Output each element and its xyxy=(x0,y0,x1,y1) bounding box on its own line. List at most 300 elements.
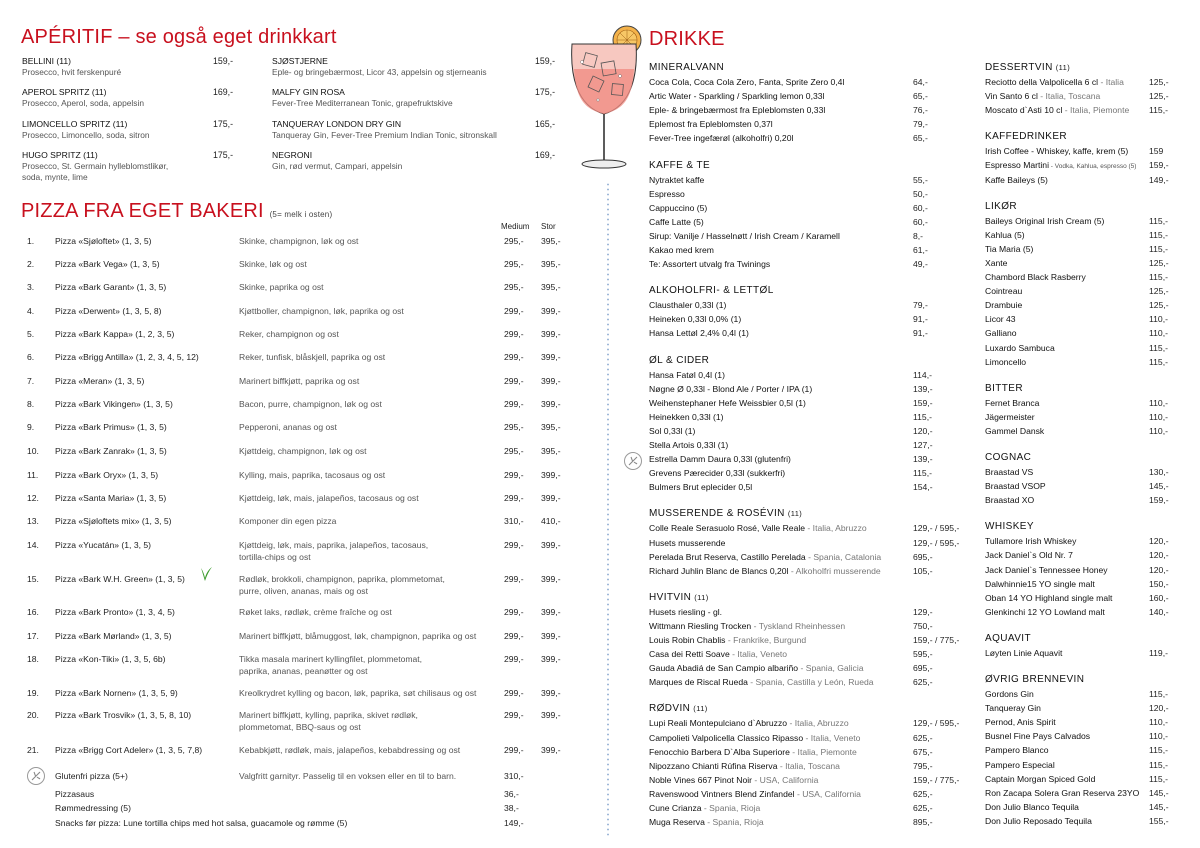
pizza-price-medium: 299,- xyxy=(504,376,524,386)
aperitif-item xyxy=(272,87,512,109)
drink-item-origin: - Spania, Castilla y León, Rueda xyxy=(747,677,874,688)
drink-item xyxy=(985,774,1095,784)
drink-item-price: 125,- xyxy=(1149,286,1169,297)
drink-item-price: 61,- xyxy=(913,245,928,255)
pizza-name: Pizza «Bark Zanrak» (1, 3, 5) xyxy=(55,446,167,456)
drink-item-origin: - USA, California xyxy=(794,788,861,799)
drink-item-name: Lupi Reali Montepulciano d`Abruzzo xyxy=(649,718,788,729)
pizza-price-stor: 395,- xyxy=(541,282,561,292)
aperitif-item xyxy=(272,150,512,172)
drink-item-price: 115,- xyxy=(1149,272,1168,282)
drink-item-origin: - Spania, Rioja xyxy=(704,817,764,828)
drink-item xyxy=(985,412,1035,422)
drink-item-price: 675,- xyxy=(913,746,933,757)
drink-item-price: 115,- xyxy=(1149,342,1168,353)
drink-section-title-text: AQUAVIT xyxy=(985,632,1031,644)
drink-item xyxy=(649,817,764,827)
drink-item xyxy=(649,412,724,422)
pizza-price-medium: 299,- xyxy=(504,540,524,550)
drink-item xyxy=(649,775,818,785)
drink-item xyxy=(649,300,726,310)
drink-section-title-text: KAFFEDRINKER xyxy=(985,131,1068,143)
pizza-desc: Kjøttdeig, løk, mais, jalapeños, tacosaus og ost xyxy=(239,493,419,503)
drink-item-origin: - USA, California xyxy=(752,774,819,785)
aperitif-item-price: 169,- xyxy=(213,87,234,97)
drink-item-name: Tia Maria (5) xyxy=(985,243,1034,254)
drink-item-name: Casa dei Retti Soave xyxy=(649,649,730,660)
drink-item xyxy=(985,258,1007,268)
drink-item-price: 129,- / 595,- xyxy=(913,718,960,729)
drink-item-name: Pampero Especial xyxy=(985,759,1055,770)
pizza-number: 19. xyxy=(27,688,39,698)
drink-item xyxy=(985,160,1136,170)
drink-item xyxy=(985,648,1062,658)
drink-item-price: 115,- xyxy=(1149,689,1168,699)
drink-item xyxy=(649,663,864,673)
drink-item-price: 125,- xyxy=(1149,77,1169,87)
pizza-price-stor: 399,- xyxy=(541,688,561,698)
pizza-number: 15. xyxy=(27,574,39,584)
pizza-price-medium: 295,- xyxy=(504,422,524,432)
drink-item-name: Wittmann Riesling Trocken xyxy=(649,620,752,631)
drink-item xyxy=(985,607,1105,617)
drink-item-origin: - Alkoholfri musserende xyxy=(788,565,881,576)
drink-item-price: 60,- xyxy=(913,202,928,213)
drink-item-name: Kakao med krem xyxy=(649,245,714,255)
drink-item-price: 110,- xyxy=(1149,328,1168,339)
drink-item-name: Eple- & bringebærmost fra Epleblomsten 0,33l xyxy=(649,105,826,116)
drink-item xyxy=(649,761,840,771)
pizza-number: 3. xyxy=(27,282,35,292)
drink-item-price: 8,- xyxy=(913,230,924,241)
drink-item-price: 91,- xyxy=(913,328,928,339)
drink-item xyxy=(985,314,1016,324)
drink-section-title xyxy=(985,674,1084,685)
aperitif-item-name: TANQUERAY LONDON DRY GIN xyxy=(272,119,402,129)
drink-item-name: Coca Cola, Coca Cola Zero, Fanta, Sprite Zero 0,4l xyxy=(649,77,845,87)
pizza-price-medium: 299,- xyxy=(504,710,524,720)
drink-item xyxy=(985,536,1076,546)
drink-item-name: Pernod, Anis Spirit xyxy=(985,717,1056,728)
drink-item xyxy=(985,816,1092,826)
pizza-desc: Marinert biffkjøtt, kylling, paprika, skivet rødløk, plommetomat, BBQ-saus og ost xyxy=(239,710,418,732)
pizza-price-stor: 399,- xyxy=(541,329,561,339)
drink-item xyxy=(649,203,707,213)
pizza-desc: Skinke, løk og ost xyxy=(239,259,307,269)
pizza-name: Pizza «Bark W.H. Green» (1, 3, 5) xyxy=(55,574,185,584)
drink-item-origin: - Spania, Galicia xyxy=(798,663,864,674)
drink-item-name: Jägermeister xyxy=(985,411,1035,422)
drink-item-name: Reciotto della Valpolicella 6 cl xyxy=(985,77,1099,87)
drink-item xyxy=(985,717,1056,727)
drink-item-price: 159,- xyxy=(913,397,933,408)
drink-item-name: Louis Robin Chablis xyxy=(649,635,726,645)
aperitif-item-desc: Prosecco, Limoncello, soda, sitron xyxy=(22,130,150,140)
pizza-name: Pizza «Brigg Cort Adeler» (1, 3, 5, 7,8) xyxy=(55,745,203,755)
drink-item-price: 140,- xyxy=(1149,606,1169,617)
aperitif-item-desc: Eple- og bringebærmost, Licor 43, appelsin og stjerneanis xyxy=(272,67,487,77)
drink-item-price: 795,- xyxy=(913,760,933,771)
drink-item-name: Grevens Pærecider 0,33l (sukkerfri) xyxy=(649,468,786,479)
drink-item-price: 65,- xyxy=(913,91,928,102)
drink-item-price: 115,- xyxy=(913,411,932,422)
drink-section-title-text: MINERALVANN xyxy=(649,62,725,73)
pizza-number: 1. xyxy=(27,236,35,246)
drink-item-name: Weihenstephaner Hefe Weissbier 0,5l (1) xyxy=(649,397,806,408)
drink-item-name: Moscato d`Asti 10 cl xyxy=(985,105,1063,116)
pizza-number: 18. xyxy=(27,654,39,664)
drink-section-title xyxy=(985,452,1031,463)
drink-item-name: Ravenswood Vintners Blend Zinfandel xyxy=(649,788,795,799)
drink-item-price: 115,- xyxy=(1149,229,1168,240)
pizza-extra-name: Rømmedressing (5) xyxy=(55,803,131,813)
drink-item-price: 129,- / 595,- xyxy=(913,537,960,548)
drink-item-price: 76,- xyxy=(913,105,928,116)
pizza-number: 4. xyxy=(27,306,35,316)
drink-item xyxy=(649,468,785,478)
drink-item-name: Stella Artois 0,33l (1) xyxy=(649,440,729,450)
drink-item-name: Marques de Riscal Rueda xyxy=(649,677,748,688)
drink-item-name: Chambord Black Rasberry xyxy=(985,272,1086,282)
pizza-number: 13. xyxy=(27,516,39,526)
drink-item xyxy=(985,343,1055,353)
pizza-number: 21. xyxy=(27,745,39,755)
drink-item-origin: - Italia, Piemonte xyxy=(1062,105,1130,116)
drink-section-title-text: ØL & CIDER xyxy=(649,354,710,366)
pizza-desc: Marinert biffkjøtt, paprika og ost xyxy=(239,376,360,386)
drink-item-price: 625,- xyxy=(913,788,933,799)
drink-item-name: Don Julio Reposado Tequila xyxy=(985,815,1092,826)
pizza-number: 9. xyxy=(27,422,35,432)
pizza-desc: Komponer din egen pizza xyxy=(239,516,337,526)
drink-item xyxy=(649,370,725,380)
pizza-price-medium: 299,- xyxy=(504,306,524,316)
drink-item xyxy=(649,314,741,324)
pizza-price-stor: 399,- xyxy=(541,352,561,362)
drink-item-price: 120,- xyxy=(1149,564,1169,575)
pizza-name: Pizza «Brigg Antilla» (1, 2, 3, 4, 5, 12) xyxy=(55,352,199,362)
drink-item-name: Espresso Martini xyxy=(985,160,1049,171)
drink-section-title xyxy=(649,355,709,366)
drink-item-price: 115,- xyxy=(1149,356,1168,367)
drink-item-price: 55,- xyxy=(913,174,928,185)
drink-item-origin: - Spania, Catalonia xyxy=(805,551,882,562)
pizza-name: Pizza «Santa Maria» (1, 3, 5) xyxy=(55,493,167,503)
drink-item-name: Gammel Dansk xyxy=(985,425,1045,436)
drink-item-price: 625,- xyxy=(913,732,933,743)
drink-item-name: Hansa Fatøl 0,4l (1) xyxy=(649,369,725,380)
drink-item xyxy=(649,328,749,338)
pizza-price-stor: 399,- xyxy=(541,399,561,409)
pizza-name: Pizza «Bark Pronto» (1, 3, 4, 5) xyxy=(55,607,175,617)
pizza-price-medium: 299,- xyxy=(504,607,524,617)
drink-item-name: Artic Water - Sparkling / Sparkling lemon 0,33l xyxy=(649,91,825,102)
drink-item-name: Løyten Linie Aquavit xyxy=(985,647,1063,658)
drink-item xyxy=(649,398,806,408)
drink-item-name: Espresso xyxy=(649,188,685,199)
pizza-desc: Reker, champignon og ost xyxy=(239,329,339,339)
pizza-price-stor: 399,- xyxy=(541,710,561,720)
drink-item-price: 160,- xyxy=(1149,592,1169,603)
pizza-title xyxy=(21,200,332,223)
drink-section-title xyxy=(985,383,1023,394)
pizza-price-stor: 399,- xyxy=(541,376,561,386)
drink-item-price: 120,- xyxy=(1149,703,1169,714)
drink-item-name: Colle Reale Serasuolo Rosé, Valle Reale xyxy=(649,523,806,534)
drink-item xyxy=(649,566,881,576)
drink-section-tag: (11) xyxy=(1055,63,1071,72)
drink-item-name: Don Julio Blanco Tequila xyxy=(985,801,1079,812)
drink-item-price: 695,- xyxy=(913,551,933,562)
drink-item-origin: - Italia, Veneto xyxy=(803,732,861,743)
drink-item-price: 105,- xyxy=(913,565,933,576)
pizza-extra-price: 149,- xyxy=(504,818,524,828)
drink-item-price: 65,- xyxy=(913,133,928,144)
drink-item-origin: - Italia, Abruzzo xyxy=(787,718,849,729)
pizza-price-stor: 399,- xyxy=(541,306,561,316)
drink-section-title xyxy=(985,62,1070,73)
drink-item xyxy=(649,677,874,687)
pizza-desc: Skinke, paprika og ost xyxy=(239,282,324,292)
pizza-price-medium: 295,- xyxy=(504,446,524,456)
drink-item-name: Richard Juhlin Blanc de Blancs 0,20l xyxy=(649,565,789,576)
pizza-number: 2. xyxy=(27,259,35,269)
pizza-name: Pizza «Yucatán» (1, 3, 5) xyxy=(55,540,152,550)
drink-item-name: Nøgne Ø 0,33l - Blond Ale / Porter / IPA (1) xyxy=(649,383,813,394)
drink-item-name: Braastad VS xyxy=(985,467,1034,477)
drink-item-name: Cointreau xyxy=(985,286,1023,297)
aperitif-item-price: 159,- xyxy=(535,56,556,66)
drink-item-price: 895,- xyxy=(913,817,933,828)
drink-item-price: 115,- xyxy=(1149,773,1168,784)
drink-item-price: 110,- xyxy=(1149,731,1168,742)
gluten-free-icon xyxy=(27,767,45,785)
drink-item-name: Licor 43 xyxy=(985,314,1016,325)
drink-item xyxy=(649,482,752,492)
aperitif-item-desc: Prosecco, hvit ferskenpuré xyxy=(22,67,122,77)
cocktail-glass-illustration xyxy=(562,14,648,170)
drink-item xyxy=(649,635,806,645)
vegetarian-leaf-icon xyxy=(199,566,213,584)
pizza-name: Pizza «Bark Vega» (1, 3, 5) xyxy=(55,259,160,269)
drink-item-name: Perelada Brut Reserva, Castillo Perelada xyxy=(649,551,806,562)
aperitif-item-desc: Fever-Tree Mediterranean Tonic, grapefruktskive xyxy=(272,98,453,108)
drink-item-price: 50,- xyxy=(913,188,928,199)
drink-item xyxy=(649,189,685,199)
drink-item xyxy=(985,146,1128,156)
drink-section-title xyxy=(649,592,709,603)
drink-item-name: Busnel Fine Pays Calvados xyxy=(985,731,1091,742)
pizza-price-stor: 395,- xyxy=(541,236,561,246)
drink-section-title xyxy=(985,131,1067,142)
drink-item xyxy=(985,286,1022,296)
aperitif-item-name: SJØSTJERNE xyxy=(272,56,328,66)
pizza-price-medium: 299,- xyxy=(504,654,524,664)
aperitif-item-name: MALFY GIN ROSA xyxy=(272,87,345,97)
pizza-name: Pizza «Meran» (1, 3, 5) xyxy=(55,376,145,386)
pizza-extra-name: Glutenfri pizza (5+) xyxy=(55,771,128,781)
drink-item xyxy=(649,552,881,562)
drink-item xyxy=(649,133,793,143)
pizza-price-medium: 295,- xyxy=(504,259,524,269)
drink-item xyxy=(649,217,704,227)
pizza-title-text: PIZZA FRA EGET BAKERI xyxy=(21,200,264,222)
drink-item-price: 49,- xyxy=(913,259,928,270)
pizza-desc: Kebabkjøtt, rødløk, mais, jalapeños, kebabdressing og ost xyxy=(239,745,461,755)
drink-item xyxy=(649,91,824,101)
aperitif-item xyxy=(272,56,512,78)
drink-item-price: 120,- xyxy=(1149,550,1169,561)
pizza-price-stor: 399,- xyxy=(541,631,561,641)
drink-item-price: 159,- / 775,- xyxy=(913,635,960,645)
drink-item-price: 119,- xyxy=(1149,647,1168,658)
drink-item-name: Luxardo Sambuca xyxy=(985,342,1055,353)
pizza-price-medium: 295,- xyxy=(504,282,524,292)
drink-item-price: 129,- xyxy=(913,606,933,617)
pizza-price-medium: 299,- xyxy=(504,352,524,362)
pizza-price-stor: 399,- xyxy=(541,574,561,584)
drink-item-name: Kahlua (5) xyxy=(985,229,1025,240)
pizza-extra-name: Snacks før pizza: Lune tortilla chips med hot salsa, guacamole og rømme (5) xyxy=(55,818,348,828)
drink-item-price: 120,- xyxy=(913,425,933,436)
pizza-price-stor: 399,- xyxy=(541,540,561,550)
drink-item xyxy=(649,733,860,743)
drink-item-name: Kaffe Baileys (5) xyxy=(985,174,1048,185)
pizza-extra-price: 36,- xyxy=(504,789,519,799)
drink-section-title xyxy=(649,703,708,714)
drink-section-tag: (11) xyxy=(693,704,708,714)
drink-section-title-text: BITTER xyxy=(985,382,1023,394)
pizza-name: Pizza «Bark Mørland» (1, 3, 5) xyxy=(55,631,172,641)
drink-item-price: 110,- xyxy=(1149,425,1168,436)
drink-item-name: Gordons Gin xyxy=(985,689,1034,699)
pizza-name: Pizza «Bark Trosvik» (1, 3, 5, 8, 10) xyxy=(55,710,192,720)
drink-item-name: Pampero Blanco xyxy=(985,745,1049,756)
pizza-name: Pizza «Bark Vikingen» (1, 3, 5) xyxy=(55,399,173,409)
drink-item-price: 595,- xyxy=(913,649,933,660)
aperitif-item-name: HUGO SPRITZ (11) xyxy=(22,150,98,160)
aperitif-item-name: BELLINI (11) xyxy=(22,56,72,66)
pizza-desc: Kjøttdeig, champignon, løk og ost xyxy=(239,446,367,456)
drink-item xyxy=(985,703,1041,713)
drink-item-price: 150,- xyxy=(1149,578,1169,589)
aperitif-item-price: 165,- xyxy=(535,119,556,129)
drink-item xyxy=(649,384,812,394)
pizza-desc: Kjøttdeig, løk, mais, paprika, jalapeños, tacosaus, tortilla-chips og ost xyxy=(239,540,429,562)
drink-item-name: Tullamore Irish Whiskey xyxy=(985,536,1077,547)
pizza-number: 5. xyxy=(27,329,35,339)
drink-item-name: Sol 0,33l (1) xyxy=(649,425,696,436)
pizza-price-medium: 299,- xyxy=(504,631,524,641)
drink-item-name: Muga Reserva xyxy=(649,817,705,828)
drink-item xyxy=(649,789,861,799)
drink-item-name: Drambuie xyxy=(985,300,1023,311)
pizza-name: Pizza «Bark Garant» (1, 3, 5) xyxy=(55,282,167,292)
drink-item xyxy=(649,803,760,813)
drink-item-price: 110,- xyxy=(1149,717,1168,728)
drink-item-name: Fernet Branca xyxy=(985,397,1040,408)
drink-item-price: 115,- xyxy=(1149,105,1168,116)
pizza-name: Pizza «Bark Kappa» (1, 2, 3, 5) xyxy=(55,329,175,339)
drink-item-origin: - Italia, Abruzzo xyxy=(805,523,867,534)
pizza-number: 11. xyxy=(27,470,39,480)
drink-item xyxy=(985,495,1034,505)
drink-item-price: 625,- xyxy=(913,803,933,813)
pizza-name: Pizza «Bark Primus» (1, 3, 5) xyxy=(55,422,167,432)
drink-item xyxy=(985,731,1090,741)
aperitif-item-price: 175,- xyxy=(213,119,234,129)
drink-item-origin: - Italia xyxy=(1098,77,1124,87)
drink-section-title-text: DESSERTVIN xyxy=(985,62,1053,73)
pizza-desc: Tikka masala marinert kyllingfilet, plommetomat, paprika, ananas, peanøtter og ost xyxy=(239,654,423,676)
drink-item-origin: - Tyskland Rheinhessen xyxy=(751,620,846,631)
drink-item xyxy=(649,454,791,464)
drink-item xyxy=(985,357,1026,367)
pizza-price-stor: 395,- xyxy=(541,446,561,456)
aperitif-item-price: 175,- xyxy=(535,87,556,97)
drink-section-title-text: COGNAC xyxy=(985,452,1032,463)
drink-item xyxy=(985,300,1022,310)
drink-item-price: 159,- xyxy=(1149,495,1169,506)
pizza-desc: Kylling, mais, paprika, tacosaus og ost xyxy=(239,470,386,480)
drink-item-price: 110,- xyxy=(1149,411,1168,422)
drink-item-name: Eplemost fra Epleblomsten 0,37l xyxy=(649,119,773,130)
drink-item-name: Braastad VSOP xyxy=(985,481,1046,492)
pizza-price-stor: 399,- xyxy=(541,654,561,664)
drink-item-price: 127,- xyxy=(913,440,933,450)
aperitif-item-desc: Gin, rød vermut, Campari, appelsin xyxy=(272,161,403,171)
aperitif-item xyxy=(272,119,512,141)
drink-item-name: Te: Assortert utvalg fra Twinings xyxy=(649,259,771,270)
drink-item-price: 145,- xyxy=(1149,481,1169,492)
aperitif-item-price: 159,- xyxy=(213,56,234,66)
drink-item xyxy=(985,788,1139,798)
pizza-number: 17. xyxy=(27,631,39,641)
drink-item xyxy=(649,77,844,87)
drink-item-price: 159 xyxy=(1149,146,1164,157)
pizza-price-medium: 299,- xyxy=(504,399,524,409)
pizza-price-stor: 410,- xyxy=(541,516,561,526)
drink-section-title-text: MUSSERENDE & ROSÉVIN xyxy=(649,508,785,520)
drink-item-origin: - Italia, Veneto xyxy=(729,649,788,660)
col-medium-header: Medium xyxy=(501,222,530,231)
drink-item-price: 115,- xyxy=(1149,745,1168,756)
drink-section-title-text: HVITVIN xyxy=(649,591,692,603)
drink-item-price: 110,- xyxy=(1149,314,1168,325)
drink-item-name: Jack Daniel`s Tennessee Honey xyxy=(985,564,1108,575)
drink-item-name: Hansa Lettøl 2,4% 0,4l (1) xyxy=(649,328,749,339)
drink-item-price: 79,- xyxy=(913,300,928,311)
drink-item-price: 120,- xyxy=(1149,536,1169,547)
gluten-free-icon xyxy=(624,452,642,470)
pizza-number: 14. xyxy=(27,540,39,550)
drink-item-name: Campolieti Valpolicella Classico Ripasso xyxy=(649,732,804,743)
drink-section-title-text: ØVRIG BRENNEVIN xyxy=(985,674,1085,685)
pizza-number: 6. xyxy=(27,352,35,362)
drink-item-origin: - Frankrike, Burgund xyxy=(725,635,807,645)
pizza-name: Pizza «Bark Nornen» (1, 3, 5, 9) xyxy=(55,688,178,698)
drink-item xyxy=(985,272,1086,282)
pizza-price-stor: 399,- xyxy=(541,607,561,617)
drink-item xyxy=(649,105,825,115)
pizza-name: Pizza «Kon-Tiki» (1, 3, 5, 6b) xyxy=(55,654,166,664)
pizza-price-medium: 299,- xyxy=(504,574,524,584)
pizza-desc: Kreolkrydret kylling og bacon, løk, paprika, søt chilisaus og ost xyxy=(239,688,477,698)
pizza-extra-name: Pizzasaus xyxy=(55,789,95,799)
pizza-name: Pizza «Bark Oryx» (1, 3, 5) xyxy=(55,470,159,480)
pizza-extra-desc: Valgfritt garnityr. Passelig til en voksen eller en til to barn. xyxy=(239,771,457,781)
drink-item-price: 154,- xyxy=(913,482,933,493)
